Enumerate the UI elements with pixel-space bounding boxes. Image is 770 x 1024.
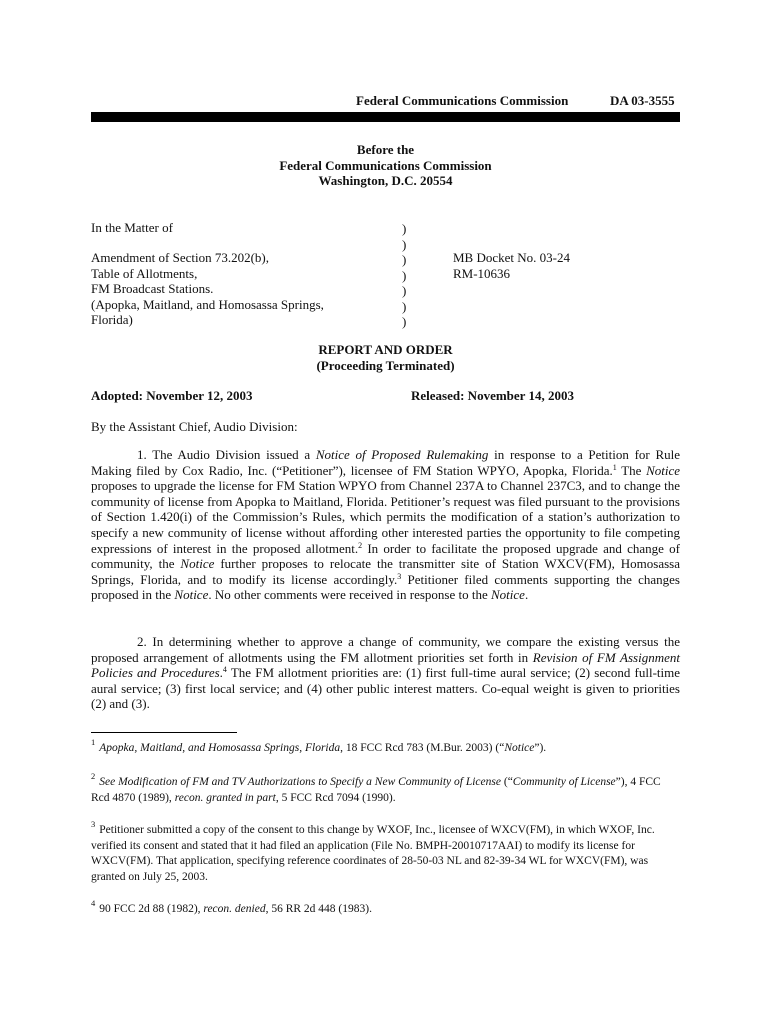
footnote-1: $^1$ Apopka, Maitland, and Homosassa Springs, Florida, 18 FCC Rcd 783 (M.Bur. 2003) (“Notice”). <box>91 737 547 754</box>
adopted-date: Adopted: November 12, 2003 <box>91 388 253 403</box>
caption-stations: FM Broadcast Stations. <box>91 281 214 296</box>
footnote-ref-3: 3 <box>397 571 402 581</box>
caption-left <box>91 250 391 328</box>
caption-state: Florida) <box>91 312 133 327</box>
caption-table: Table of Allotments, <box>91 265 198 281</box>
caption-right <box>453 250 570 281</box>
title-block <box>91 142 680 189</box>
caption-amendment: Amendment of Section 73.202(b), <box>91 250 269 265</box>
footnote-ref-4: 4 <box>222 665 227 675</box>
title-before: Before the <box>356 142 415 157</box>
header-rule <box>91 112 680 122</box>
docket-number: MB Docket No. 03-24 <box>453 250 570 265</box>
caption-places: (Apopka, Maitland, and Homosassa Springs, <box>91 296 324 312</box>
header-agency: Federal Communications Commission <box>356 93 569 108</box>
footnote-ref-1: 1 <box>612 462 617 472</box>
footnote-separator <box>91 732 237 733</box>
caption-parens: ) ) ) ) ) ) ) <box>402 221 407 329</box>
footnote-3: $^3$ Petitioner submitted a copy of the consent to this change by WXOF, Inc., licensee of WXCV(FM), in which WXOF, Inc. verified its consent and stated that it had filed an application (File No. BMPH-20010717AAI) to modify its license for WXCV(FM). That application, specifying reference coordinates of 28-50-03 NL and 82-39-34 WL for WXCV(FM), was granted on July 25, 2003. <box>91 819 655 883</box>
order-title: REPORT AND ORDER <box>318 342 453 357</box>
footnote-2: $^2$ See Modification of FM and TV Authorizations to Specify a New Community of License (“Community of License”), 4 FCC Rcd 4870 (1989), recon. granted in part, 5 FCC Rcd 7094 (1990). <box>91 771 661 804</box>
caption-in-matter: In the Matter of <box>91 220 173 235</box>
footnote-ref-2: 2 <box>358 540 363 550</box>
title-commission: Federal Communications Commission <box>279 157 492 173</box>
order-heading <box>91 342 680 373</box>
order-subtitle: (Proceeding Terminated) <box>316 357 455 373</box>
header-doc-number: DA 03-3555 <box>610 93 675 108</box>
released-date: Released: November 14, 2003 <box>411 388 574 403</box>
by-line: By the Assistant Chief, Audio Division: <box>91 419 298 434</box>
paragraph-2: 2. In determining whether to approve a change of community, we compare the existing versus the proposed arrangement of allotments using the FM allotment priorities set forth in Revision of FM Assignment Policies and Procedures.$^4$ The FM allotment priorities are: (1) first full-time aural service; (2) second full-time aural service; (3) first local service; and (4) other public interest matters. Co-equal weight is given to priorities (2) and (3). <box>91 634 681 712</box>
paragraph-1: 1. The Audio Division issued a Notice of Proposed Rulemaking in response to a Petition for Rule Making filed by Cox Radio, Inc. (“Petitioner”), licensee of FM Station WPYO, Apopka, Florida.$^1$ The Notice proposes to upgrade the license for FM Station WPYO from Channel 237A to Channel 237C3, and to change the community of license from Apopka to Maitland, Florida. Petitioner’s request was filed pursuant to the provisions of Section 1.420(i) of the Commission’s Rules, which permits the modification of a station’s authorization to specify a new community of license without affording other interested parties the opportunity to file competing expressions of interest in the proposed allotment.$^2$ In order to facilitate the proposed upgrade and change of community, the Notice further proposes to relocate the transmitter site of Station WXCV(FM), Homosassa Springs, Florida, and to modify its license accordingly.$^3$ Petitioner filed comments supporting the changes proposed in the Notice. No other comments were received in response to the Notice. <box>91 447 681 603</box>
footnote-4: $^4$ 90 FCC 2d 88 (1982), recon. denied, 56 RR 2d 448 (1983). <box>91 898 372 915</box>
rm-number: RM-10636 <box>453 265 511 281</box>
title-location: Washington, D.C. 20554 <box>318 173 453 188</box>
